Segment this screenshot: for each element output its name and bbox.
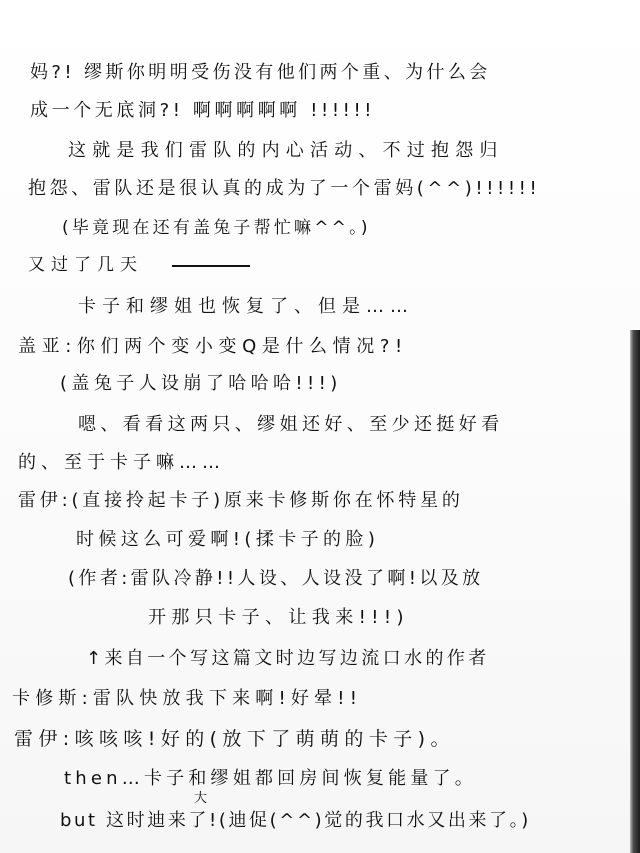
- text-line: 盖亚:你们两个变小变Q是什么情况?!: [18, 336, 408, 357]
- text-line: 雷伊:(直接拎起卡子)原来卡修斯你在怀特星的: [18, 490, 464, 511]
- text-line: 妈?! 缪斯你明明受伤没有他们两个重、为什么会: [30, 62, 491, 83]
- text-line: 雷伊:咳咳咳!好的(放下了萌萌的卡子)。: [14, 728, 455, 750]
- text-line: 时候这么可爱啊!(揉卡子的脸): [76, 529, 380, 550]
- text-line: 抱怨、雷队还是很认真的成为了一个雷妈(^^)!!!!!!: [28, 178, 541, 199]
- text-line: 的、至于卡子嘛……: [18, 452, 225, 473]
- photo-edge: [630, 330, 640, 853]
- text-line: 嗯、看看这两只、缪姐还好、至少还挺好看: [78, 414, 504, 435]
- text-line: (作者:雷队冷静!!人设、人设没了啊!以及放: [68, 568, 484, 589]
- text-line: 开那只卡子、让我来!!!): [148, 607, 409, 628]
- text-line: then…卡子和缪姐都回房间恢复能量了。: [64, 768, 477, 789]
- text-line: 卡修斯:雷队快放我下来啊!好晕!!: [12, 688, 363, 709]
- dash-rule: [172, 265, 250, 267]
- text-line: 又过了几天: [28, 255, 143, 275]
- text-line: (毕竟现在还有盖兔子帮忙嘛^^。): [62, 218, 371, 238]
- insert-mark: 大: [194, 791, 208, 806]
- text-line: 成一个无底洞?! 啊啊啊啊啊 !!!!!!: [30, 100, 376, 121]
- text-line: ↑来自一个写这篇文时边写边流口水的作者: [86, 648, 490, 669]
- text-line: (盖兔子人设崩了哈哈哈!!!): [60, 373, 342, 394]
- text-line: but 这时迪来了!(迪促(^^)觉的我口水又出来了。): [60, 810, 531, 831]
- text-line: 卡子和缪姐也恢复了、但是……: [78, 296, 414, 317]
- text-line: 这就是我们雷队的内心活动、不过抱怨归: [68, 140, 504, 161]
